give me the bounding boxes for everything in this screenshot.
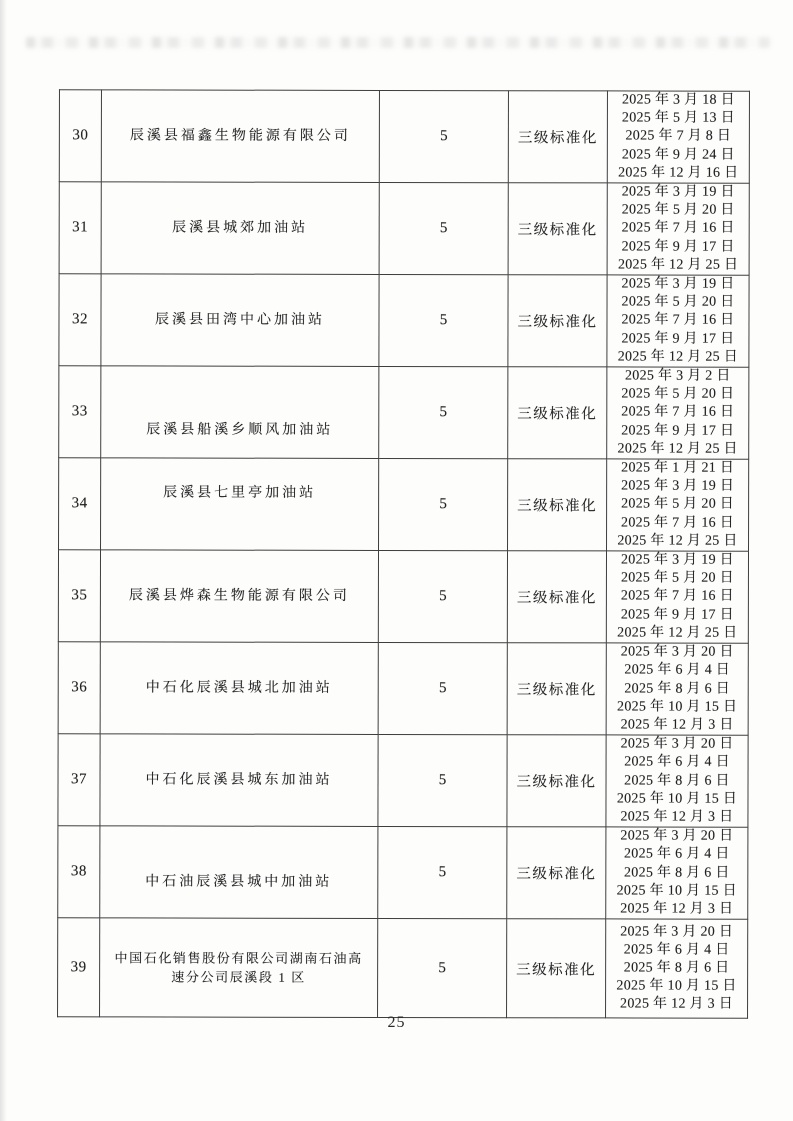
company-name: 辰溪县七里亭加油站 (163, 485, 317, 501)
table-row (58, 550, 748, 643)
dates-cell (607, 459, 749, 551)
date-line: 2025 年 7 月 8 日 (625, 128, 732, 145)
table-row (58, 826, 748, 919)
dates-cell (607, 183, 749, 275)
date-line: 2025 年 6 月 4 日 (624, 754, 730, 770)
company-name-cell (101, 90, 379, 183)
quantity-cell: 5 (379, 366, 508, 458)
date-line: 2025 年 3 月 19 日 (621, 184, 735, 200)
table-row (59, 182, 749, 275)
level-cell: 三级标准化 (507, 919, 606, 1018)
date-line: 2025 年 7 月 16 日 (621, 220, 735, 237)
table-row (59, 458, 749, 551)
date-line: 2025 年 5 月 20 日 (621, 202, 735, 218)
date-line: 2025 年 5 月 20 日 (621, 496, 735, 513)
dates-cell (606, 919, 748, 1018)
company-name-cell (100, 918, 378, 1018)
date-line: 2025 年 12 月 25 日 (617, 257, 739, 273)
table-row (58, 734, 748, 827)
row-number-cell: 34 (59, 458, 101, 550)
level-cell: 三级标准化 (508, 367, 607, 459)
date-line: 2025 年 5 月 20 日 (620, 570, 734, 586)
table-row (59, 366, 749, 459)
company-name: 辰溪县烨森生物能源有限公司 (128, 588, 350, 604)
date-line: 2025 年 7 月 16 日 (621, 312, 735, 329)
date-line: 2025 年 3 月 19 日 (621, 478, 735, 494)
row-number-cell: 38 (58, 826, 100, 918)
date-line: 2025 年 3 月 20 日 (620, 736, 734, 752)
standardization-schedule-table (57, 89, 750, 1019)
date-line: 2025 年 6 月 4 日 (624, 662, 731, 678)
date-line: 2025 年 5 月 13 日 (621, 110, 735, 126)
date-line: 2025 年 9 月 17 日 (621, 239, 735, 255)
date-line: 2025 年 7 月 16 日 (621, 404, 735, 421)
company-name-cell (100, 826, 378, 919)
date-line: 2025 年 6 月 4 日 (623, 846, 730, 863)
date-line: 2025 年 8 月 6 日 (624, 680, 731, 697)
company-name: 中石化辰溪县城东加油站 (145, 772, 333, 788)
company-name-cell (100, 550, 378, 643)
date-line: 2025 年 3 月 19 日 (620, 552, 735, 568)
company-name: 中国石化销售股份有限公司湖南石油高速分公司辰溪段 1 区 (114, 950, 363, 985)
company-name: 辰溪县福鑫生物能源有限公司 (129, 128, 351, 144)
company-name-cell (101, 182, 379, 275)
date-line: 2025 年 3 月 2 日 (624, 368, 731, 384)
date-line: 2025 年 12 月 25 日 (617, 349, 739, 365)
quantity-cell: 5 (379, 182, 508, 274)
dates-cell (606, 643, 748, 735)
date-line: 2025 年 3 月 20 日 (620, 924, 734, 940)
dates-cell (606, 551, 748, 643)
date-line: 2025 年 1 月 21 日 (621, 460, 735, 476)
date-line: 2025 年 12 月 25 日 (617, 441, 738, 457)
row-number-cell: 33 (59, 366, 101, 458)
date-line: 2025 年 9 月 17 日 (621, 423, 735, 439)
company-name-cell (100, 642, 378, 735)
date-line: 2025 年 12 月 3 日 (620, 717, 734, 733)
company-name: 辰溪县船溪乡顺风加油站 (146, 422, 334, 438)
quantity-cell: 5 (378, 551, 507, 643)
quantity-cell: 5 (378, 827, 507, 919)
date-line: 2025 年 8 月 6 日 (623, 960, 730, 976)
company-name-cell (101, 366, 379, 459)
quantity-cell: 5 (379, 90, 508, 182)
dates-cell (607, 367, 749, 459)
row-number-cell: 30 (59, 90, 101, 182)
table-row (59, 90, 749, 183)
page-number: 25 (387, 1014, 406, 1031)
row-number-cell: 39 (58, 918, 100, 1017)
date-line: 2025 年 10 月 15 日 (616, 978, 737, 994)
dates-cell (606, 827, 748, 919)
company-name: 辰溪县城郊加油站 (172, 220, 309, 236)
date-line: 2025 年 6 月 4 日 (623, 942, 730, 958)
level-cell: 三级标准化 (507, 643, 606, 735)
date-line: 2025 年 3 月 18 日 (621, 92, 735, 108)
level-cell: 三级标准化 (508, 275, 607, 367)
quantity-cell: 5 (378, 643, 507, 735)
date-line: 2025 年 9 月 17 日 (621, 331, 735, 347)
row-number-cell: 32 (59, 274, 101, 366)
date-line: 2025 年 7 月 16 日 (621, 515, 735, 531)
level-cell: 三级标准化 (508, 459, 607, 551)
company-name-cell (101, 274, 379, 367)
scan-bleed-artifact (26, 37, 770, 48)
date-line: 2025 年 10 月 15 日 (616, 883, 737, 899)
date-line: 2025 年 10 月 15 日 (617, 699, 738, 715)
quantity-cell: 5 (379, 274, 508, 366)
row-number-cell: 35 (58, 550, 100, 642)
dates-cell (607, 91, 749, 183)
date-line: 2025 年 12 月 25 日 (617, 625, 738, 641)
quantity-cell: 5 (378, 735, 507, 827)
date-line: 2025 年 5 月 20 日 (621, 386, 735, 402)
date-line: 2025 年 3 月 19 日 (621, 276, 735, 292)
scan-edge-artifact (0, 0, 7, 1121)
date-line: 2025 年 5 月 20 日 (621, 294, 735, 310)
level-cell: 三级标准化 (508, 91, 607, 183)
date-line: 2025 年 7 月 16 日 (620, 588, 734, 605)
dates-cell (607, 275, 749, 367)
date-line: 2025 年 12 月 16 日 (618, 165, 739, 181)
quantity-cell: 5 (379, 459, 508, 551)
level-cell: 三级标准化 (507, 551, 606, 643)
table-row (58, 918, 748, 1018)
date-line: 2025 年 12 月 3 日 (620, 809, 734, 825)
table-row (59, 274, 749, 367)
row-number-cell: 31 (59, 182, 101, 274)
date-line: 2025 年 3 月 20 日 (620, 644, 734, 660)
level-cell: 三级标准化 (507, 827, 606, 919)
date-line: 2025 年 3 月 20 日 (620, 828, 734, 844)
dates-cell (606, 735, 748, 827)
company-name-cell (101, 458, 379, 551)
table-row (58, 642, 748, 735)
date-line: 2025 年 9 月 17 日 (620, 607, 734, 623)
date-line: 2025 年 12 月 3 日 (620, 996, 734, 1013)
quantity-cell: 5 (378, 919, 507, 1018)
date-line: 2025 年 9 月 24 日 (621, 147, 735, 163)
company-name: 中石化辰溪县城北加油站 (145, 680, 333, 696)
row-number-cell: 37 (58, 734, 100, 826)
row-number-cell: 36 (58, 642, 100, 734)
level-cell: 三级标准化 (508, 183, 607, 275)
company-name-cell (100, 734, 378, 827)
date-line: 2025 年 8 月 6 日 (624, 772, 730, 789)
date-line: 2025 年 10 月 15 日 (616, 791, 738, 807)
company-name: 中石油辰溪县城中加油站 (145, 874, 333, 890)
level-cell: 三级标准化 (507, 735, 606, 827)
date-line: 2025 年 12 月 25 日 (617, 533, 738, 549)
date-line: 2025 年 8 月 6 日 (623, 864, 730, 881)
company-name: 辰溪县田湾中心加油站 (154, 312, 326, 328)
date-line: 2025 年 12 月 3 日 (620, 901, 734, 917)
